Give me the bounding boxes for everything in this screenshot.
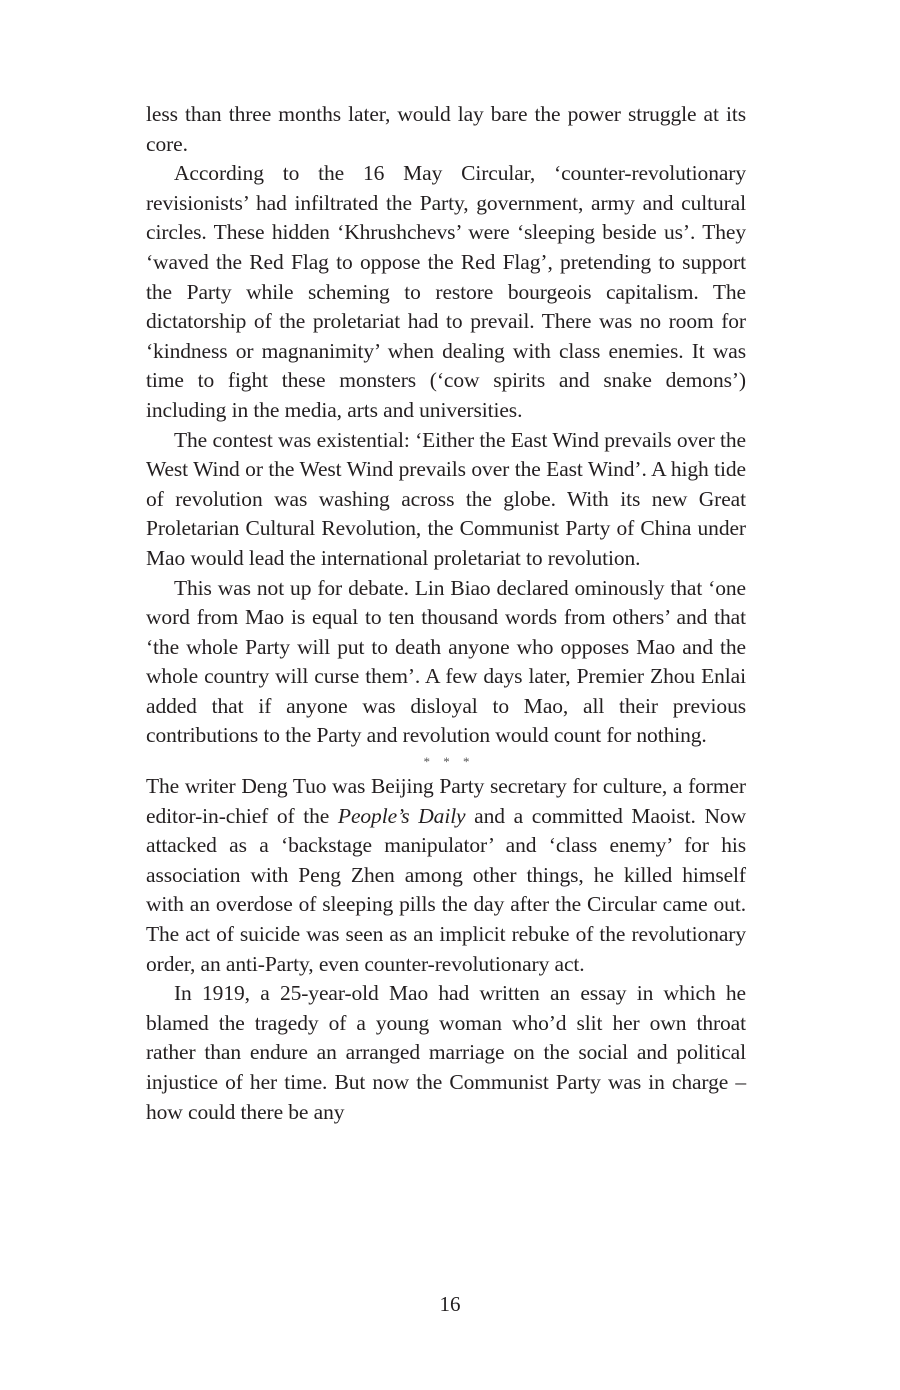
paragraph-lin-biao: This was not up for debate. Lin Biao declared ominously that ‘one word from Mao is equal to ten thousand words from others’ and that ‘the whole Party will put to death anyone who opposes Mao and the whole country will curse them’. A few days later, Premier Zhou Enlai added that if anyone was disloyal to Mao, all their previous contributions to the Party and revolution would count for nothing. [146, 575, 746, 748]
page-number: 16 [439, 1292, 461, 1316]
book-page-body [146, 100, 746, 1127]
section-break-asterisks: * * * [423, 754, 475, 770]
paragraph-deng-tuo [146, 772, 746, 979]
paragraph-continuation: less than three months later, would lay bare the power struggle at its core. [146, 102, 746, 156]
deng-tuo-text-before: The writer Deng Tuo was Beijing Party secretary for culture, a former editor-in-chief of the [146, 774, 746, 828]
deng-tuo-text-after: and a committed Maoist. Now attacked as a ‘backstage manipulator’ and ‘class enemy’ for his association with Peng Zhen among other things, he killed himself with an overdose of sleeping pills the day after the Circular came out. The act of suicide was seen as an implicit rebuke of the revolutionary order, an anti-Party, even counter-revolutionary act. [146, 803, 747, 976]
paragraph-1919-essay: In 1919, a 25-year-old Mao had written an essay in which he blamed the tragedy of a young woman who’d slit her own throat rather than endure an arranged marriage on the social and political injustice of her time. But now the Communist Party was in charge – how could there be any [146, 981, 746, 1124]
publication-title-italic: People’s Daily [337, 803, 466, 828]
paragraph-east-wind: The contest was existential: ‘Either the East Wind prevails over the West Wind or the West Wind prevails over the East Wind’. A high tide of revolution was washing across the globe. With its new Great Proletarian Cultural Revolution, the Communist Party of China under Mao would lead the international proletariat to revolution. [146, 427, 746, 570]
paragraph-16-may-circular: According to the 16 May Circular, ‘counter-revolutionary revisionists’ had infiltrated the Party, government, army and cultural circles. These hidden ‘Khrushchevs’ were ‘sleeping beside us’. They ‘waved the Red Flag to oppose the Red Flag’, pretending to support the Party while scheming to restore bourgeois capitalism. The dictatorship of the proletariat had to prevail. There was no room for ‘kindness or magnanimity’ when dealing with class enemies. It was time to fight these monsters (‘cow spirits and snake demons’) including in the media, arts and universities. [146, 161, 746, 422]
